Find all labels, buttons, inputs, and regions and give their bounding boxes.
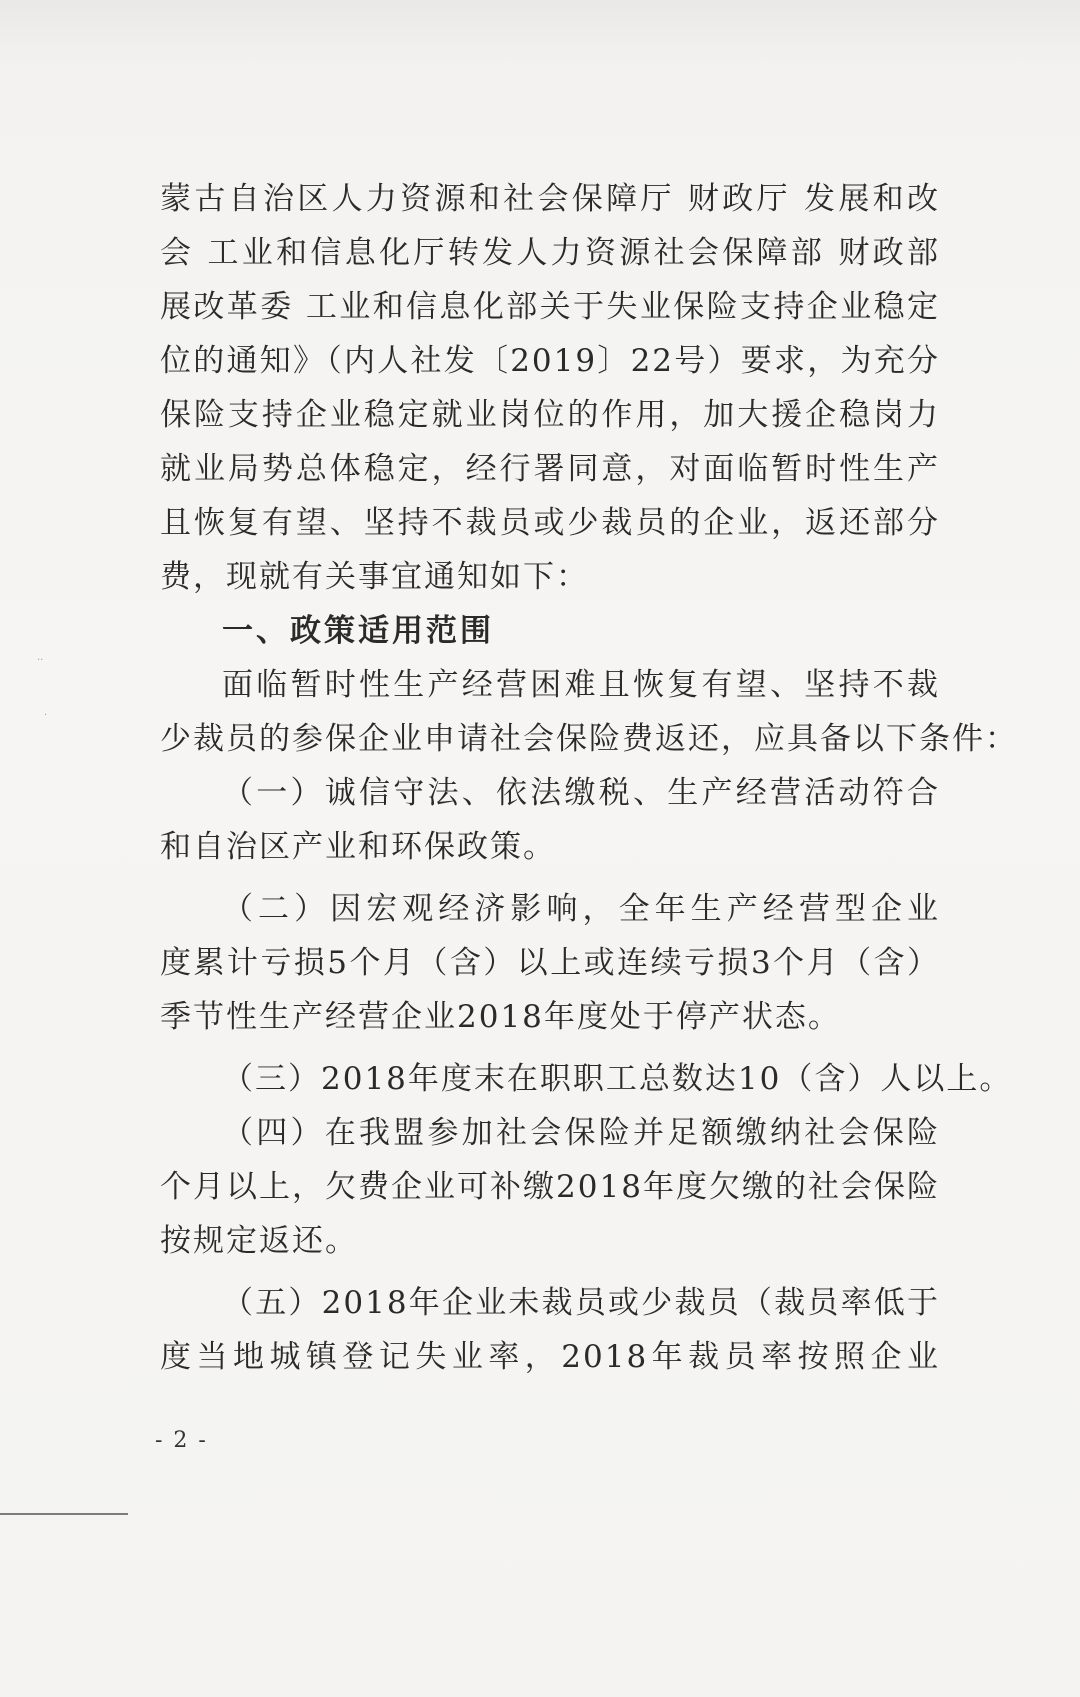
condition-4-line: （四）在我盟参加社会保险并足额缴纳社会保险	[222, 1115, 940, 1151]
intro-line: 保险支持企业稳定就业岗位的作用，加大援企稳岗力	[160, 397, 940, 433]
intro-line: 就业局势总体稳定，经行署同意，对面临暂时性生产	[160, 451, 940, 487]
section-heading: 一、政策适用范围	[222, 613, 494, 649]
intro-line: 会 工业和信息化厅转发人力资源社会保障部 财政部	[160, 235, 940, 271]
condition-2-line: 度累计亏损5个月（含）以上或连续亏损3个月（含）	[160, 945, 940, 981]
scan-shadow	[0, 0, 1080, 70]
condition-2-line: 季节性生产经营企业2018年度处于停产状态。	[160, 999, 841, 1035]
intro-line: 位的通知》（内人社发〔2019〕22号）要求，为充分	[160, 343, 940, 379]
condition-3-line: （三）2018年度末在职职工总数达10（含）人以上。	[222, 1061, 1013, 1097]
intro-line: 费，现就有关事宜通知如下：	[160, 559, 589, 595]
margin-speck: ··	[37, 655, 44, 666]
intro-line: 展改革委 工业和信息化部关于失业保险支持企业稳定	[160, 289, 940, 325]
bottom-rule	[0, 1513, 128, 1515]
margin-speck: ·	[44, 710, 48, 721]
intro-line: 蒙古自治区人力资源和社会保障厅 财政厅 发展和改	[160, 181, 940, 217]
condition-4-line: 个月以上，欠费企业可补缴2018年度欠缴的社会保险	[160, 1169, 940, 1205]
condition-1-line: （一）诚信守法、依法缴税、生产经营活动符合	[222, 775, 940, 811]
document-body	[160, 172, 1018, 1384]
section-intro-line: 少裁员的参保企业申请社会保险费返还，应具备以下条件：	[160, 721, 1018, 757]
intro-line: 且恢复有望、坚持不裁员或少裁员的企业，返还部分	[160, 505, 940, 541]
condition-5-line: （五）2018年企业未裁员或少裁员（裁员率低于	[222, 1285, 940, 1321]
page-number: - 2 -	[155, 1428, 208, 1453]
condition-5-line: 度当地城镇登记失业率，2018年裁员率按照企业	[160, 1339, 940, 1375]
condition-1-line: 和自治区产业和环保政策。	[160, 829, 556, 865]
section-intro-line: 面临暂时性生产经营困难且恢复有望、坚持不裁	[222, 667, 940, 703]
condition-2-line: （二）因宏观经济影响，全年生产经营型企业	[222, 891, 940, 927]
condition-4-line: 按规定返还。	[160, 1223, 358, 1259]
